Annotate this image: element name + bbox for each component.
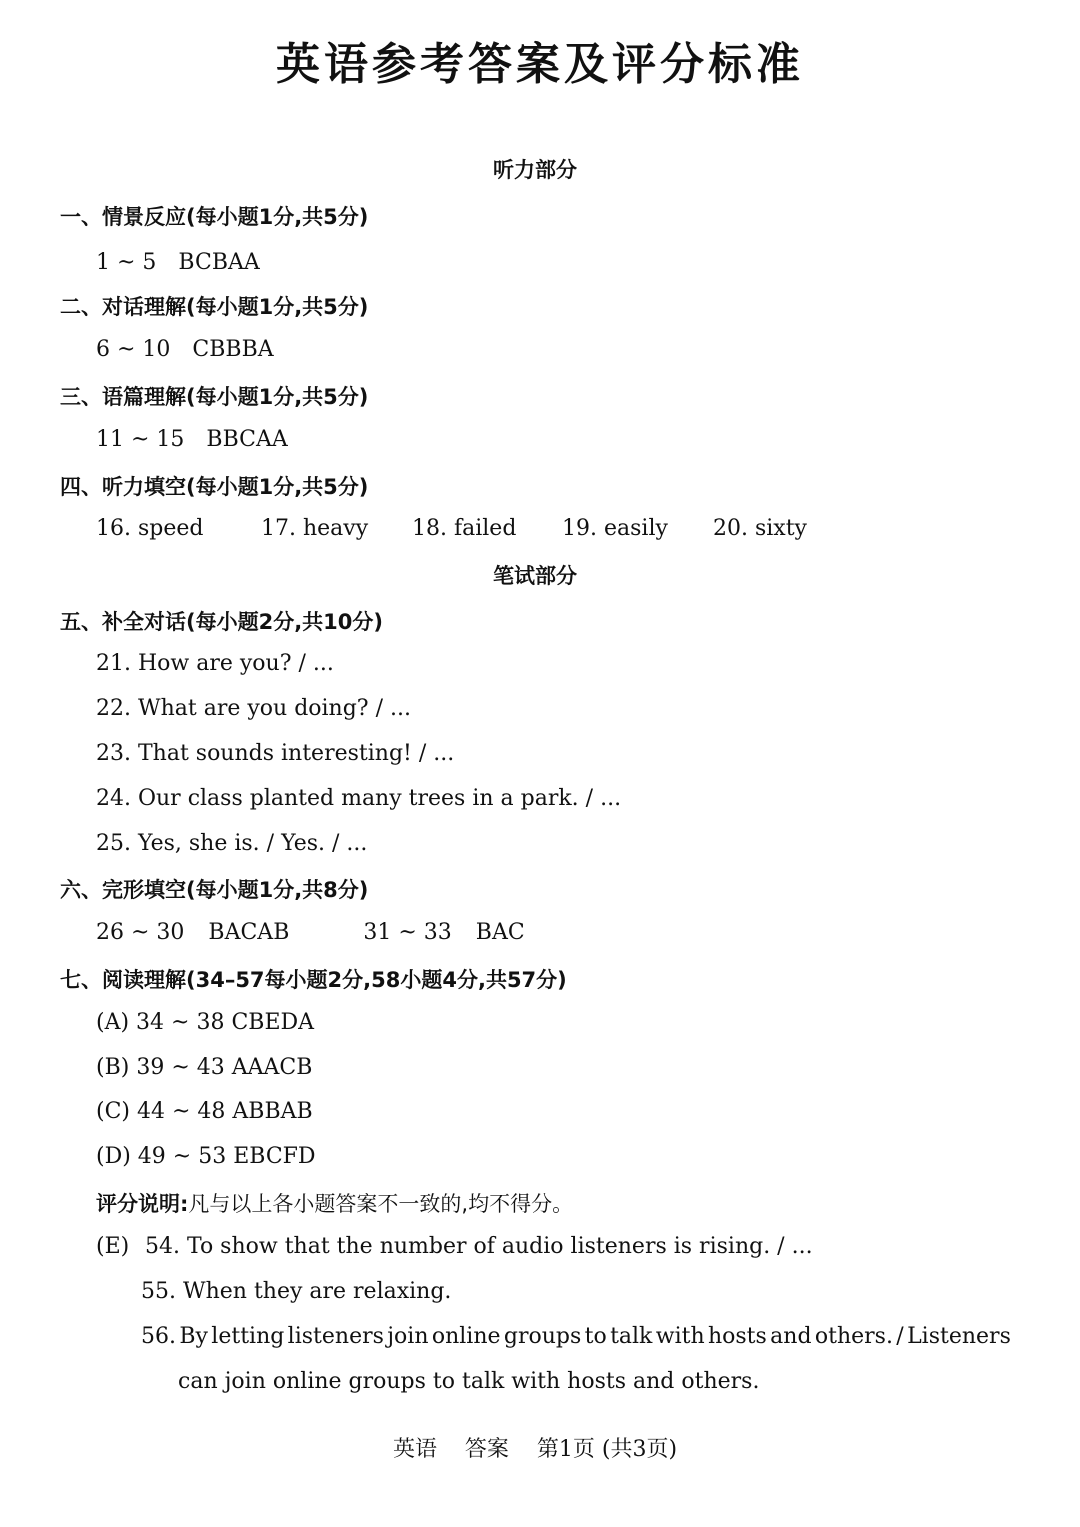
scoring-note-label: 评分说明: [96, 1192, 189, 1216]
cloze-answers [96, 920, 525, 945]
answer-56-word: with [655, 1324, 705, 1349]
reading-group-d: (D) 49 ~ 53 EBCFD [96, 1144, 316, 1169]
dialogue-25: 25. Yes, she is. / Yes. / ... [96, 831, 368, 856]
section-1-title: 一、情景反应(每小题1分,共5分) [60, 205, 369, 229]
fill-18: 18. failed [412, 516, 517, 541]
answer-56-word: Listeners [907, 1324, 1011, 1349]
section-3-title: 三、语篇理解(每小题1分,共5分) [60, 385, 369, 409]
dialogue-21: 21. How are you? / ... [96, 651, 334, 676]
dialogue-22: 22. What are you doing? / ... [96, 696, 411, 721]
answer-56-word: letting [211, 1324, 285, 1349]
listening-heading: 听力部分 [493, 158, 577, 182]
section-1-answers [96, 250, 260, 275]
section-2-answers [96, 337, 274, 362]
section-3-letters: BBCAA [206, 427, 288, 452]
section-4-title: 四、听力填空(每小题1分,共5分) [60, 475, 369, 499]
answer-54: 54. To show that the number of audio listeners is rising. / ... [145, 1234, 813, 1259]
answer-56-word: and [770, 1324, 812, 1349]
answer-56-word: online [431, 1324, 501, 1349]
reading-group-b: (B) 39 ~ 43 AAACB [96, 1055, 313, 1080]
reading-group-c: (C) 44 ~ 48 ABBAB [96, 1099, 313, 1124]
answer-56-word: groups [503, 1324, 582, 1349]
cloze-range-2: 31 ~ 33 [363, 920, 452, 945]
answer-56-word: to [584, 1324, 607, 1349]
fill-17: 17. heavy [261, 516, 369, 541]
scoring-note-text: 凡与以上各小题答案不一致的,均不得分。 [188, 1192, 574, 1216]
scoring-note [96, 1188, 573, 1218]
fill-19: 19. easily [562, 516, 668, 541]
answer-55: 55. When they are relaxing. [141, 1279, 452, 1304]
written-heading: 笔试部分 [493, 564, 577, 588]
answer-56-word: hosts [707, 1324, 767, 1349]
page-footer: 英语 答案 第1页 (共3页) [392, 1437, 678, 1462]
section-3-range: 11 ~ 15 [96, 427, 185, 452]
dialogue-24: 24. Our class planted many trees in a park. / ... [96, 786, 622, 811]
cloze-range-1: 26 ~ 30 [96, 920, 185, 945]
page-title: 英语参考答案及评分标准 [276, 39, 804, 90]
answer-56-continued: can join online groups to talk with hosts and others. [178, 1369, 760, 1394]
section-7-title: 七、阅读理解(34–57每小题2分,58小题4分,共57分) [60, 968, 567, 992]
answer-56-word: join [387, 1324, 429, 1349]
section-2-letters: CBBBA [192, 337, 274, 362]
answer-56-word: talk [610, 1324, 653, 1349]
section-1-letters: BCBAA [178, 250, 260, 275]
section-1-range: 1 ~ 5 [96, 250, 157, 275]
section-2-range: 6 ~ 10 [96, 337, 171, 362]
fill-20: 20. sixty [713, 516, 807, 541]
reading-group-a: (A) 34 ~ 38 CBEDA [96, 1010, 315, 1035]
answer-56-word: / [896, 1324, 904, 1349]
dialogue-23: 23. That sounds interesting! / ... [96, 741, 455, 766]
answer-56-word: By [179, 1324, 208, 1349]
section-6-title: 六、完形填空(每小题1分,共8分) [60, 878, 369, 902]
section-2-title: 二、对话理解(每小题1分,共5分) [60, 295, 369, 319]
reading-e-label: (E) [96, 1234, 130, 1259]
section-3-answers [96, 427, 288, 452]
answer-56-word: listeners [287, 1324, 384, 1349]
answer-56-word: others. [814, 1324, 893, 1349]
fill-16: 16. speed [96, 516, 204, 541]
section-5-title: 五、补全对话(每小题2分,共10分) [60, 610, 384, 634]
answer-56 [141, 1324, 1011, 1349]
answer-56-word: 56. [141, 1324, 176, 1349]
cloze-letters-2: BAC [475, 920, 525, 945]
cloze-letters-1: BACAB [208, 920, 290, 945]
